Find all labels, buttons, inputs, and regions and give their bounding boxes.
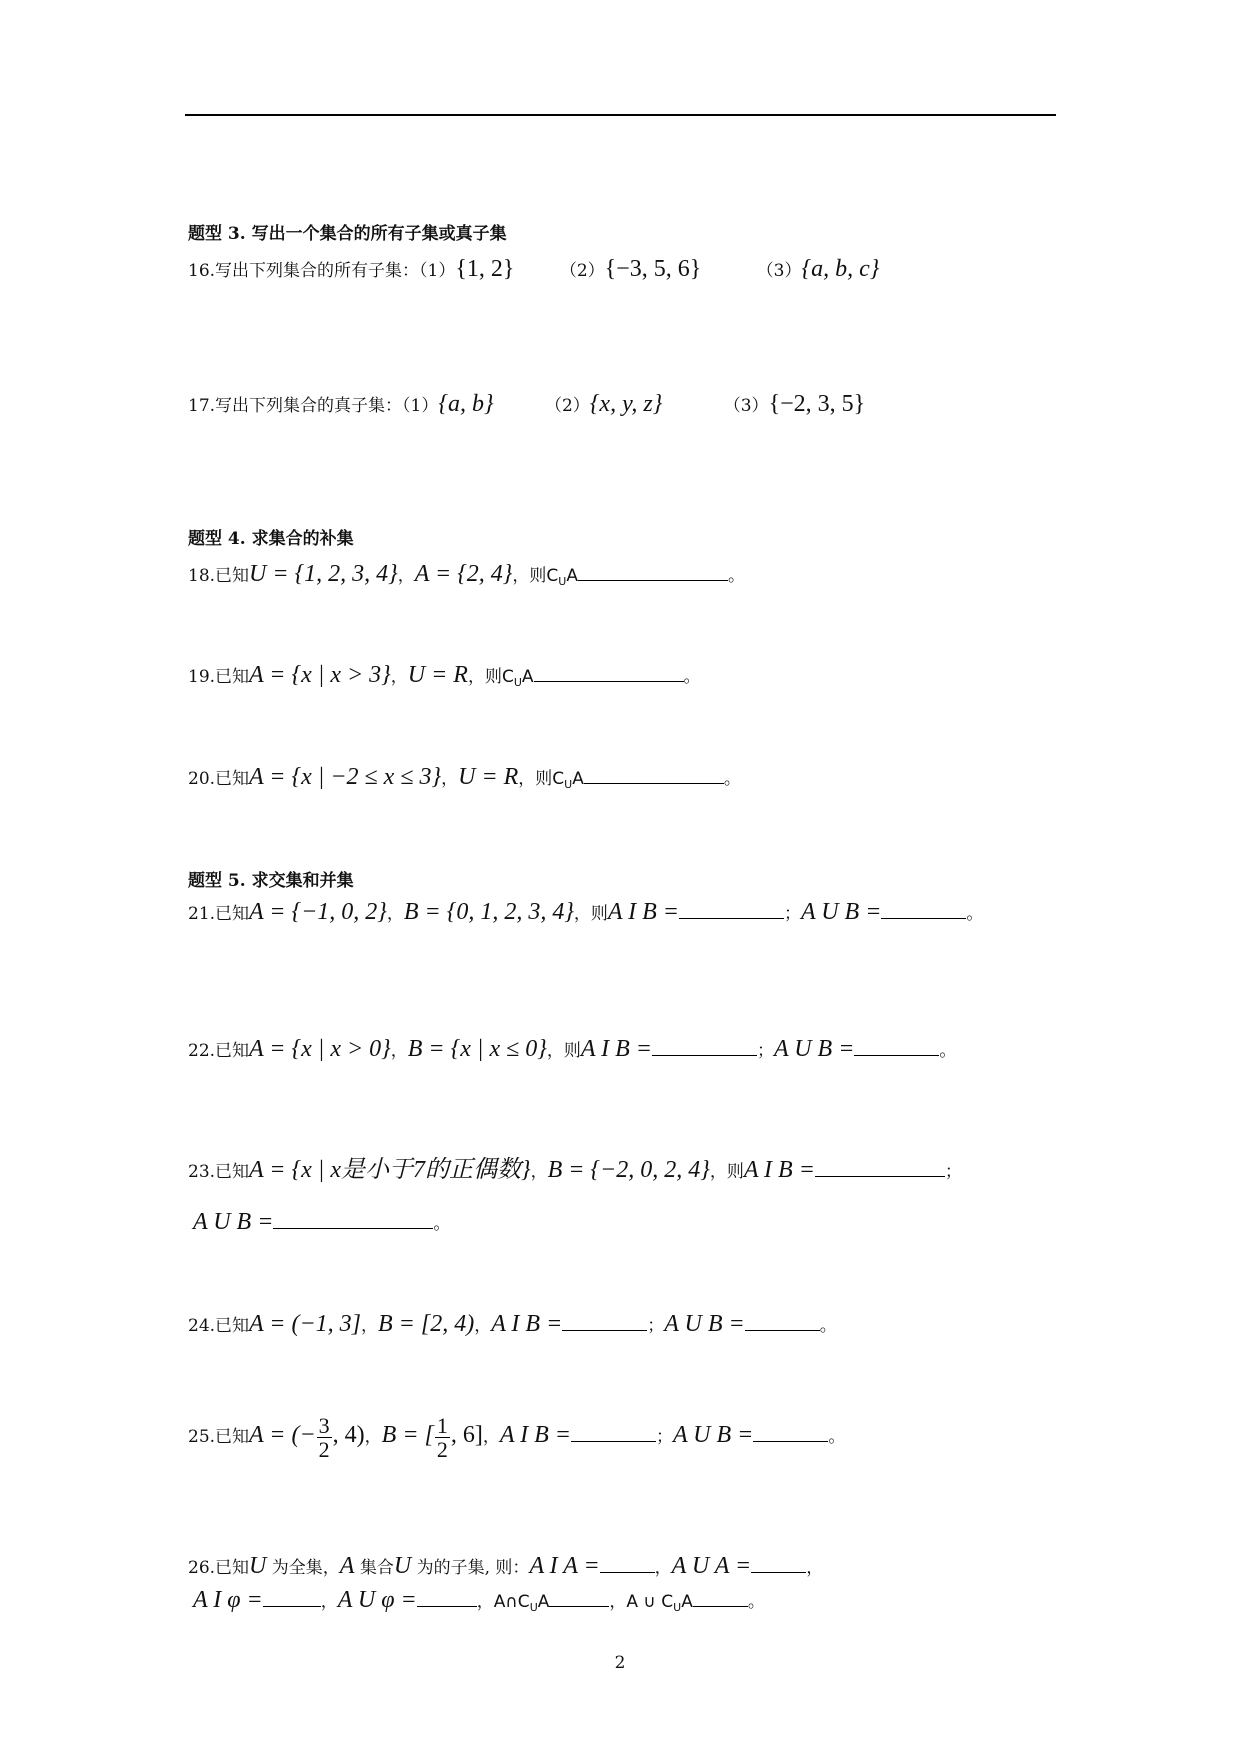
question-number: 20. — [188, 769, 216, 789]
separator: ， — [482, 1427, 500, 1448]
separator: ， — [320, 1592, 338, 1612]
math-expression: B = {x | x ≤ 0} — [407, 1036, 547, 1062]
separator: ， — [390, 1041, 408, 1061]
answer-blank[interactable] — [652, 1039, 757, 1056]
question-26-line-2 — [193, 1588, 765, 1613]
math-expression: A U φ = — [337, 1587, 417, 1613]
math-expression: {−3, 5, 6} — [604, 256, 702, 282]
math-expression: A = {2, 4} — [414, 561, 513, 587]
answer-blank[interactable] — [854, 1039, 939, 1056]
union-expression: A U B = — [801, 899, 882, 925]
math-expression: A = {x | x > 0} — [249, 1036, 391, 1062]
separator: ， — [806, 1558, 824, 1578]
separator: ； — [655, 1427, 673, 1448]
separator: ， — [441, 769, 459, 789]
question-text: ，则 — [518, 769, 553, 789]
intersection-expression: A I B = — [491, 1311, 563, 1337]
question-number: 17. — [188, 396, 216, 416]
math-expression: U = R — [407, 662, 468, 688]
answer-blank[interactable] — [693, 1590, 748, 1607]
period: 。 — [433, 1214, 451, 1234]
question-23-line-2 — [193, 1210, 450, 1234]
question-number: 25. — [188, 1427, 216, 1448]
union-expression: A U B = — [672, 1422, 754, 1449]
math-expression: A I A = — [529, 1553, 600, 1579]
question-number: 21. — [188, 904, 216, 924]
math-expression: {x, y, z} — [589, 391, 663, 417]
question-24 — [188, 1312, 837, 1336]
question-text: 已知 — [215, 904, 250, 924]
question-text: 已知 — [215, 1427, 250, 1448]
separator: ， — [386, 904, 404, 924]
separator: ， — [361, 1316, 378, 1336]
math-expression: A = (− — [249, 1422, 316, 1449]
union-expression: A U B = — [664, 1311, 745, 1337]
item-label: （1） — [402, 396, 439, 416]
separator: ， — [476, 1592, 494, 1612]
separator: ； — [756, 1041, 774, 1061]
math-expression: U = {1, 2, 3, 4} — [249, 561, 398, 587]
separator: ； — [647, 1316, 665, 1336]
math-expression: A = {x | −2 ≤ x ≤ 3} — [249, 764, 442, 790]
period: 。 — [939, 1041, 957, 1061]
answer-blank[interactable] — [751, 1556, 806, 1573]
question-text: 已知 — [215, 1041, 250, 1061]
math-expression: A = {−1, 0, 2} — [249, 899, 387, 925]
question-text: 已知 — [215, 1162, 250, 1182]
answer-blank[interactable] — [679, 902, 784, 919]
math-expression: B = {−2, 0, 2, 4} — [547, 1157, 710, 1183]
math-expression: , 4) — [332, 1422, 365, 1449]
math-expression: {1, 2} — [455, 256, 515, 282]
period: 。 — [966, 904, 984, 924]
question-19 — [188, 663, 701, 688]
question-number: 16. — [188, 261, 216, 281]
section-heading-5: 题型 5. 求交集和并集 — [188, 871, 354, 891]
item-label: （3） — [723, 396, 769, 416]
answer-blank[interactable] — [745, 1314, 820, 1331]
answer-blank[interactable] — [584, 767, 724, 784]
question-17 — [188, 392, 865, 416]
fraction: $\frac{3}{2}$ — [318, 1413, 330, 1463]
math-expression: A — [339, 1553, 355, 1579]
section-heading-4: 题型 4. 求集合的补集 — [188, 529, 354, 549]
math-expression: {−2, 3, 5} — [768, 391, 866, 417]
question-text: 集合 — [354, 1558, 394, 1578]
separator: ， — [609, 1592, 627, 1612]
math-expression: {a, b, c} — [801, 256, 880, 282]
question-number: 23. — [188, 1162, 216, 1182]
period: 。 — [723, 769, 741, 789]
answer-blank[interactable] — [578, 564, 728, 581]
intersection-expression: A I B = — [499, 1422, 571, 1449]
separator: ， — [530, 1162, 548, 1182]
math-expression: {a, b} — [438, 391, 494, 417]
answer-blank[interactable] — [549, 1590, 609, 1607]
separator: ； — [784, 904, 801, 924]
period: 。 — [819, 1316, 837, 1336]
period: 。 — [727, 566, 745, 586]
question-text: ，则 — [512, 566, 547, 586]
item-label: （2） — [544, 396, 590, 416]
question-20 — [188, 765, 741, 790]
question-text: 为的子集, 则： — [411, 1558, 530, 1578]
question-number: 22. — [188, 1041, 216, 1061]
question-text: ，则 — [573, 904, 608, 924]
math-expression: U = R — [458, 764, 519, 790]
question-25 — [188, 1414, 845, 1461]
separator: ， — [390, 667, 408, 687]
separator: ， — [474, 1316, 492, 1336]
question-text: 已知 — [215, 566, 250, 586]
question-number: 19. — [188, 667, 216, 687]
complement-expression: $A\cap C_UA$ — [493, 1592, 550, 1614]
item-label: （3） — [756, 261, 802, 281]
answer-blank[interactable] — [263, 1590, 321, 1607]
math-expression: A U A = — [671, 1553, 752, 1579]
question-text: ，则 — [467, 667, 502, 687]
math-expression: U — [393, 1553, 412, 1579]
math-expression: B = [2, 4) — [378, 1311, 475, 1337]
answer-blank[interactable] — [562, 1314, 647, 1331]
question-number: 26. — [188, 1558, 216, 1578]
complement-symbol: $C_UA$ — [552, 769, 584, 791]
separator: ； — [944, 1162, 962, 1182]
separator: ， — [364, 1427, 382, 1448]
math-expression: B = [ — [381, 1422, 434, 1449]
fraction: $\frac{1}{2}$ — [436, 1413, 448, 1463]
math-expression: A = {x | x > 3} — [249, 662, 391, 688]
question-18 — [188, 562, 745, 587]
math-expression: A = (−1, 3] — [249, 1311, 361, 1337]
answer-blank[interactable] — [273, 1212, 433, 1229]
math-expression: A = {x | x是小于7的正偶数} — [249, 1157, 531, 1183]
answer-blank[interactable] — [417, 1590, 477, 1607]
question-number: 24. — [188, 1316, 216, 1336]
math-expression: U — [249, 1553, 267, 1579]
answer-blank[interactable] — [571, 1425, 656, 1442]
answer-blank[interactable] — [815, 1160, 945, 1177]
question-text: 已知 — [215, 1316, 250, 1336]
intersection-expression: A I B = — [743, 1157, 815, 1183]
complement-symbol: $C_UA$ — [501, 667, 534, 689]
item-label: （2） — [559, 261, 605, 281]
separator: ， — [654, 1558, 672, 1578]
question-23 — [188, 1158, 962, 1182]
question-text: 为全集， — [266, 1558, 340, 1578]
item-label: （1） — [419, 261, 456, 281]
question-22 — [188, 1037, 956, 1061]
question-16 — [188, 257, 879, 281]
header-rule — [185, 114, 1056, 116]
question-text: 已知 — [215, 1558, 250, 1578]
question-21 — [188, 900, 983, 924]
union-expression: A U B = — [193, 1209, 274, 1235]
question-number: 18. — [188, 566, 216, 586]
math-expression: A I φ = — [193, 1587, 263, 1613]
intersection-expression: A I B = — [580, 1036, 652, 1062]
answer-blank[interactable] — [600, 1556, 655, 1573]
page-number: 2 — [614, 1653, 626, 1673]
question-text: ，则 — [709, 1162, 744, 1182]
separator: ， — [397, 566, 415, 586]
complement-expression: A ∪ $C_UA$ — [626, 1592, 693, 1614]
math-expression: B = {0, 1, 2, 3, 4} — [403, 899, 574, 925]
answer-blank[interactable] — [881, 902, 966, 919]
question-text: 已知 — [215, 769, 250, 789]
intersection-expression: A I B = — [607, 899, 679, 925]
answer-blank[interactable] — [753, 1425, 828, 1442]
question-text: 已知 — [215, 667, 250, 687]
question-text: 写出下列集合的真子集： — [215, 396, 403, 416]
question-26 — [188, 1554, 823, 1578]
period: 。 — [683, 667, 701, 687]
question-text: ，则 — [546, 1041, 581, 1061]
math-expression: , 6] — [450, 1422, 483, 1449]
question-text: 写出下列集合的所有子集： — [215, 261, 420, 281]
answer-blank[interactable] — [534, 665, 684, 682]
period: 。 — [747, 1592, 765, 1612]
period: 。 — [828, 1427, 846, 1448]
union-expression: A U B = — [773, 1036, 855, 1062]
complement-symbol: $C_UA$ — [546, 566, 578, 588]
section-heading-3: 题型 3. 写出一个集合的所有子集或真子集 — [188, 224, 507, 244]
